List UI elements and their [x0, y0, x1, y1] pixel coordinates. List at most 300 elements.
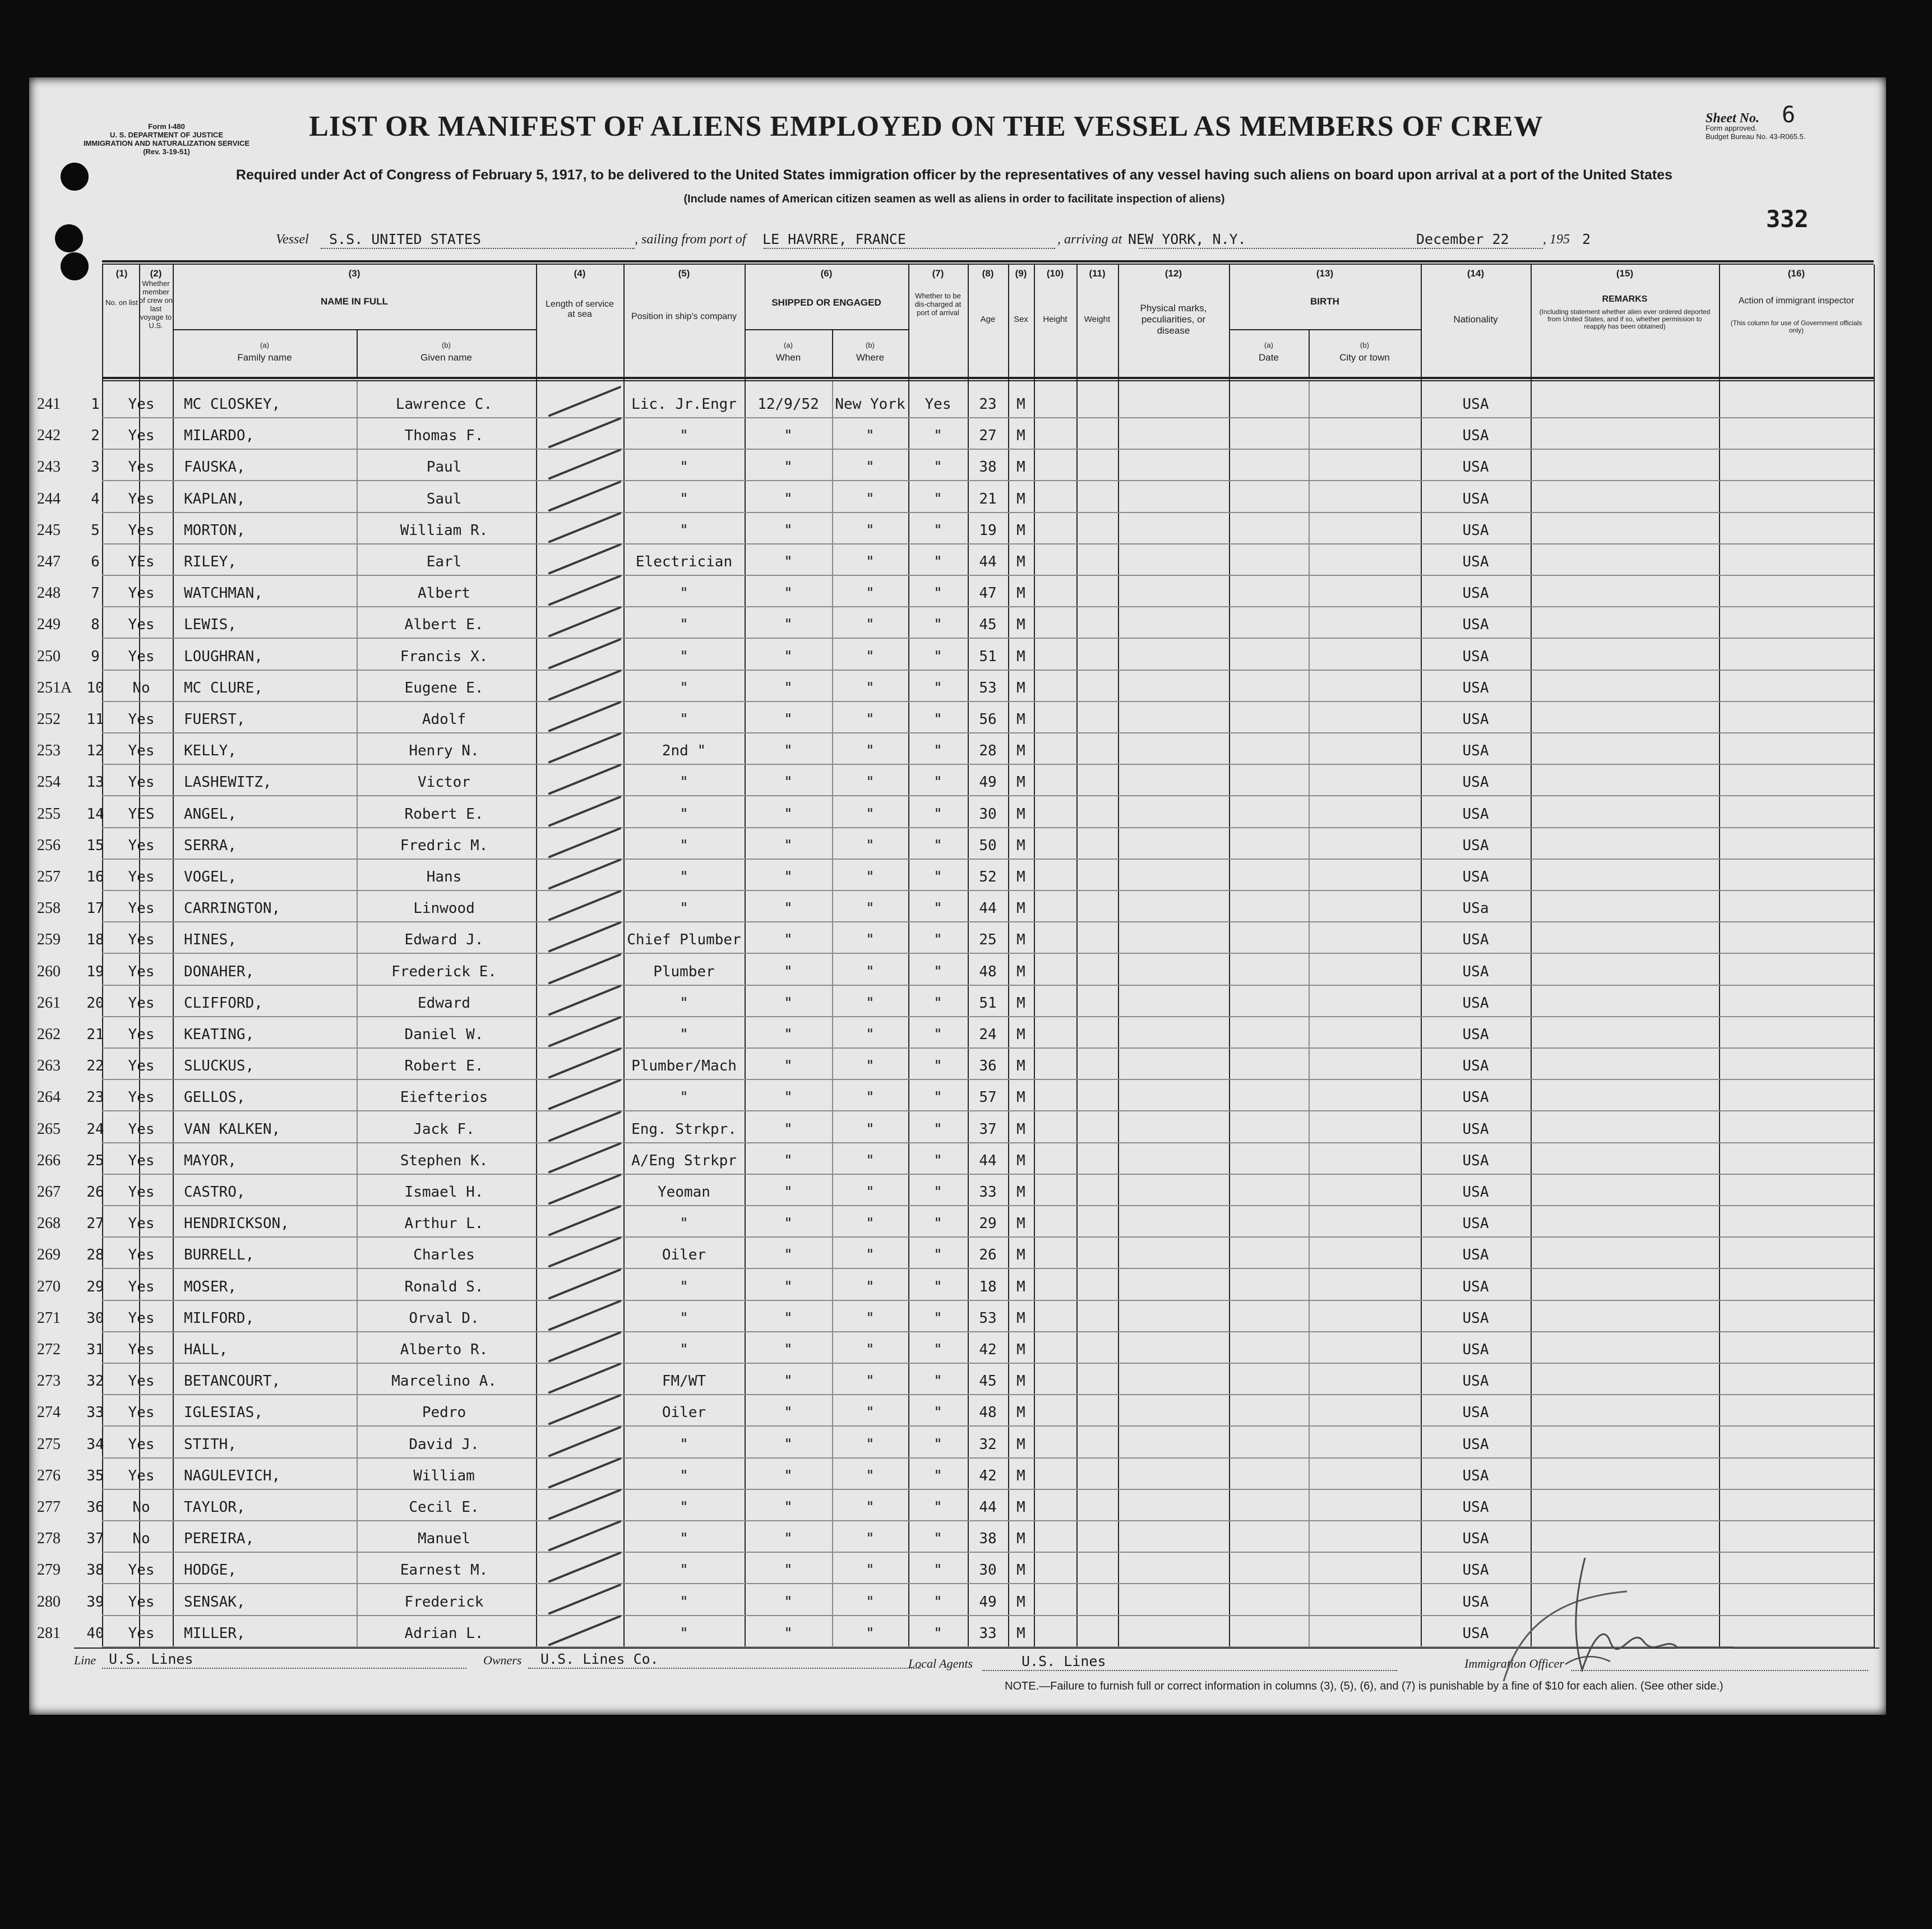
row-prev: Yes [128, 1562, 155, 1579]
row-age: 48 [979, 963, 997, 980]
row-nationality: USA [1462, 1215, 1489, 1232]
department: U. S. DEPARTMENT OF JUSTICE [110, 131, 223, 139]
row-position: " [680, 1499, 688, 1516]
row-given: Fredric M. [400, 837, 488, 854]
row-family: KELLY, [184, 742, 237, 759]
row-nationality: USA [1462, 553, 1489, 570]
row-when: " [784, 1625, 793, 1642]
row-nationality: USA [1462, 1499, 1489, 1516]
row-sex: M [1016, 963, 1025, 980]
row-rule [102, 575, 1874, 576]
row-given: Edward [418, 995, 470, 1012]
page-title: LIST OR MANIFEST OF ALIENS EMPLOYED ON THE VESSEL AS MEMBERS OF CREW [309, 110, 1543, 142]
sailing-label: , sailing from port of [635, 232, 746, 247]
row-position: " [680, 1562, 688, 1579]
row-no: 28 [86, 1247, 104, 1263]
year-prefix: , 195 [1543, 232, 1570, 247]
row-discharged: " [933, 1594, 942, 1610]
col3-num: (3) [348, 268, 360, 279]
row-nationality: USA [1462, 711, 1489, 728]
row-no: 13 [86, 774, 104, 791]
sheet-label: Sheet No. [1705, 111, 1759, 126]
row-age: 38 [979, 1530, 997, 1547]
row-family: HINES, [184, 931, 237, 948]
row-rule [102, 1236, 1874, 1238]
row-rule [102, 795, 1874, 796]
row-prev: No [132, 1499, 150, 1516]
table-row [29, 1369, 1886, 1397]
row-discharged: " [933, 742, 942, 759]
row-sex: M [1016, 931, 1025, 948]
row-position: " [680, 995, 688, 1012]
table-row [29, 1338, 1886, 1366]
row-rule [102, 985, 1874, 986]
row-when: " [784, 1341, 793, 1358]
row-prev: Yes [128, 648, 155, 665]
row-discharged: " [933, 1499, 942, 1516]
row-family: BURRELL, [184, 1247, 255, 1263]
table-row [29, 645, 1886, 673]
row-rule [102, 1174, 1874, 1175]
col16-label: Action of immigrant inspector [1738, 296, 1855, 306]
row-sex: M [1016, 1530, 1025, 1547]
line-label: Line [74, 1653, 96, 1667]
row-discharged: " [933, 648, 942, 665]
row-where: " [866, 806, 875, 823]
manifest-sheet [29, 77, 1886, 1715]
row-position: " [680, 491, 688, 507]
service-tick-mark [548, 575, 621, 606]
row-age: 45 [979, 1373, 997, 1390]
col12-label: Physical marks, peculiarities, or disease [1140, 303, 1207, 336]
service-tick-mark [548, 449, 621, 480]
row-discharged: " [933, 1089, 942, 1106]
subheader-rule [1229, 329, 1421, 330]
row-age: 44 [979, 900, 997, 917]
row-rule [102, 449, 1874, 450]
row-no: 6 [91, 553, 100, 570]
row-when: " [784, 585, 793, 602]
row-nationality: USA [1462, 585, 1489, 602]
row-prev: Yes [128, 1404, 155, 1421]
row-ref: 247 [37, 553, 61, 570]
row-position: " [680, 1436, 688, 1453]
service-tick-mark [548, 1426, 621, 1457]
row-no: 5 [91, 522, 100, 539]
row-ref: 276 [37, 1467, 61, 1484]
row-no: 20 [86, 995, 104, 1012]
row-ref: 271 [37, 1309, 61, 1327]
row-sex: M [1016, 1184, 1025, 1201]
row-family: VAN KALKEN, [184, 1121, 281, 1138]
row-age: 33 [979, 1625, 997, 1642]
service-tick-mark [548, 1584, 621, 1615]
row-position: A/Eng Strkpr [631, 1152, 737, 1169]
row-ref: 255 [37, 805, 61, 823]
row-family: FUERST, [184, 711, 246, 728]
row-sex: M [1016, 806, 1025, 823]
service-tick-mark [548, 1205, 621, 1236]
row-discharged: " [933, 1247, 942, 1263]
row-where: " [866, 1373, 875, 1390]
row-given: Paul [426, 459, 462, 476]
row-rule [102, 1079, 1874, 1080]
row-ref: 261 [37, 994, 61, 1012]
row-no: 14 [86, 806, 104, 823]
row-ref: 265 [37, 1120, 61, 1138]
punch-hole [61, 163, 89, 191]
row-prev: Yes [128, 963, 155, 980]
table-row [29, 1212, 1886, 1240]
row-given: William R. [400, 522, 488, 539]
row-family: MORTON, [184, 522, 246, 539]
row-nationality: USA [1462, 774, 1489, 791]
row-rule [102, 512, 1874, 513]
row-nationality: USA [1462, 1625, 1489, 1642]
row-where: " [866, 585, 875, 602]
row-age: 57 [979, 1089, 997, 1106]
row-where: " [866, 1215, 875, 1232]
row-when: " [784, 553, 793, 570]
header-bottom-rule [102, 377, 1874, 379]
row-family: IGLESIAS, [184, 1404, 263, 1421]
row-given: Edward J. [404, 931, 484, 948]
row-when: " [784, 742, 793, 759]
row-where: " [866, 995, 875, 1012]
row-no: 29 [86, 1279, 104, 1295]
row-ref: 270 [37, 1278, 61, 1295]
row-family: MC CLOSKEY, [184, 396, 281, 413]
row-no: 2 [91, 427, 100, 444]
col16-sub: (This column for use of Government officials only) [1730, 319, 1862, 334]
col13a-label: Date [1259, 352, 1279, 363]
row-prev: Yes [128, 459, 155, 476]
col6-num: (6) [820, 268, 833, 279]
row-no: 24 [86, 1121, 104, 1138]
row-rule [102, 1457, 1874, 1459]
row-ref: 258 [37, 899, 61, 917]
row-family: HODGE, [184, 1562, 237, 1579]
row-when: " [784, 931, 793, 948]
table-row [29, 1243, 1886, 1271]
row-position: FM/WT [662, 1373, 706, 1390]
table-row [29, 455, 1886, 483]
row-where: " [866, 1467, 875, 1484]
row-discharged: " [933, 995, 942, 1012]
service-tick-mark [548, 512, 621, 543]
row-rule [102, 1047, 1874, 1049]
row-given: Ismael H. [404, 1184, 484, 1201]
col9-num: (9) [1015, 268, 1027, 279]
vessel-label: Vessel [276, 232, 309, 247]
row-prev: Yes [128, 1152, 155, 1169]
row-position: Yeoman [658, 1184, 710, 1201]
table-row [29, 1307, 1886, 1335]
row-where: " [866, 774, 875, 791]
row-rule [102, 1520, 1874, 1521]
row-given: Lawrence C. [395, 396, 493, 413]
row-when: " [784, 1436, 793, 1453]
row-prev: Yes [128, 491, 155, 507]
row-no: 11 [86, 711, 104, 728]
service-tick-mark [548, 1615, 621, 1646]
row-rule [102, 1331, 1874, 1332]
table-row [29, 550, 1886, 578]
row-age: 21 [979, 491, 997, 507]
service-tick-mark [548, 386, 621, 417]
row-nationality: USA [1462, 1594, 1489, 1610]
agents-value: U.S. Lines [1022, 1653, 1106, 1669]
year-suffix: 2 [1582, 231, 1591, 247]
service-tick-mark [548, 1300, 621, 1331]
row-family: RILEY, [184, 553, 237, 570]
table-row [29, 613, 1886, 641]
row-given: Orval D. [409, 1310, 479, 1327]
row-age: 56 [979, 711, 997, 728]
row-no: 38 [86, 1562, 104, 1579]
row-age: 18 [979, 1279, 997, 1295]
col12-num: (12) [1164, 268, 1182, 279]
table-row [29, 928, 1886, 956]
row-position: " [680, 806, 688, 823]
row-rule [102, 480, 1874, 481]
row-discharged: " [933, 1467, 942, 1484]
row-given: Hans [426, 869, 462, 885]
row-age: 25 [979, 931, 997, 948]
row-where: " [866, 931, 875, 948]
stamp-number: 332 [1766, 205, 1809, 233]
row-rule [102, 1394, 1874, 1395]
row-when: " [784, 522, 793, 539]
row-nationality: USA [1462, 1279, 1489, 1295]
arriving-label: , arriving at [1057, 232, 1122, 247]
row-nationality: USA [1462, 491, 1489, 507]
col7-num: (7) [932, 268, 944, 279]
table-row [29, 424, 1886, 452]
row-where: " [866, 1436, 875, 1453]
row-rule [102, 890, 1874, 891]
row-where: " [866, 1152, 875, 1169]
row-prev: Yes [128, 616, 155, 633]
row-ref: 251A [37, 679, 72, 696]
row-position: " [680, 427, 688, 444]
row-given: Earnest M. [400, 1562, 488, 1579]
row-where: " [866, 1184, 875, 1201]
row-rule [102, 764, 1874, 765]
row-given: Robert E. [404, 1058, 484, 1074]
row-age: 29 [979, 1215, 997, 1232]
row-prev: Yes [128, 1594, 155, 1610]
row-sex: M [1016, 1499, 1025, 1516]
row-when: " [784, 680, 793, 696]
row-discharged: " [933, 1058, 942, 1074]
dotted-line [1139, 248, 1425, 249]
row-age: 24 [979, 1026, 997, 1043]
row-age: 45 [979, 616, 997, 633]
dotted-line [1425, 248, 1543, 249]
arrival-date: December 22 [1416, 231, 1509, 247]
row-family: CLIFFORD, [184, 995, 263, 1012]
table-row [29, 897, 1886, 925]
row-position: Plumber/Mach [631, 1058, 737, 1074]
service-tick-mark [548, 701, 621, 732]
row-position: 2nd " [662, 742, 706, 759]
table-row [29, 834, 1886, 862]
row-sex: M [1016, 1026, 1025, 1043]
row-given: Marcelino A. [391, 1373, 497, 1390]
row-sex: M [1016, 1089, 1025, 1106]
row-where: " [866, 1247, 875, 1263]
row-nationality: USA [1462, 1562, 1489, 1579]
row-age: 50 [979, 837, 997, 854]
row-rule [102, 543, 1874, 544]
table-row [29, 1496, 1886, 1524]
row-sex: M [1016, 616, 1025, 633]
row-when: " [784, 1247, 793, 1263]
row-given: Adolf [422, 711, 466, 728]
col6-label: SHIPPED OR ENGAGED [771, 297, 881, 308]
row-position: " [680, 1594, 688, 1610]
row-nationality: USA [1462, 995, 1489, 1012]
row-no: 3 [91, 459, 100, 476]
row-age: 30 [979, 806, 997, 823]
row-discharged: " [933, 1184, 942, 1201]
row-when: " [784, 963, 793, 980]
row-age: 51 [979, 648, 997, 665]
row-ref: 279 [37, 1561, 61, 1579]
row-sex: M [1016, 396, 1025, 413]
row-given: Eugene E. [404, 680, 484, 696]
row-rule [102, 638, 1874, 639]
row-age: 47 [979, 585, 997, 602]
line-value: U.S. Lines [109, 1651, 193, 1667]
row-prev: No [132, 680, 150, 696]
row-discharged: " [933, 869, 942, 885]
table-row [29, 1275, 1886, 1303]
row-position: " [680, 1089, 688, 1106]
row-position: " [680, 1341, 688, 1358]
row-ref: 264 [37, 1088, 61, 1106]
row-family: MILARDO, [184, 427, 255, 444]
row-nationality: USA [1462, 522, 1489, 539]
row-sex: M [1016, 995, 1025, 1012]
table-row [29, 676, 1886, 704]
row-given: Henry N. [409, 742, 479, 759]
table-row [29, 1086, 1886, 1114]
col11-num: (11) [1089, 268, 1106, 279]
row-nationality: USA [1462, 1436, 1489, 1453]
row-prev: No [132, 1530, 150, 1547]
row-age: 26 [979, 1247, 997, 1263]
service-tick-mark [548, 1394, 621, 1425]
row-nationality: USa [1462, 900, 1489, 917]
row-age: 19 [979, 522, 997, 539]
row-family: LASHEWITZ, [184, 774, 272, 791]
service-tick-mark [548, 827, 621, 859]
row-no: 30 [86, 1310, 104, 1327]
form-approved: Form approved. [1705, 124, 1757, 132]
row-age: 30 [979, 1562, 997, 1579]
row-family: PEREIRA, [184, 1530, 255, 1547]
row-position: " [680, 522, 688, 539]
col3b-label: Given name [420, 352, 472, 363]
row-no: 40 [86, 1625, 104, 1642]
subtitle: Required under Act of Congress of February 5, 1917, to be delivered to the United States immigration officer by the representatives of any vessel having such aliens on board upon arrival at a port of the United States [235, 167, 1673, 183]
row-sex: M [1016, 1279, 1025, 1295]
row-prev: Yes [128, 1089, 155, 1106]
dotted-line [321, 248, 635, 249]
row-rule [102, 670, 1874, 671]
row-when: " [784, 1467, 793, 1484]
row-sex: M [1016, 680, 1025, 696]
row-family: SERRA, [184, 837, 237, 854]
row-family: CARRINGTON, [184, 900, 281, 917]
row-ref: 253 [37, 742, 61, 759]
col4-label: Length of service at sea [546, 299, 614, 319]
row-ref: 260 [37, 963, 61, 980]
table-row [29, 1054, 1886, 1082]
row-discharged: " [933, 1373, 942, 1390]
row-ref: 252 [37, 710, 61, 728]
row-discharged: " [933, 616, 942, 633]
row-no: 1 [91, 396, 100, 413]
row-rule [102, 1363, 1874, 1364]
row-no: 27 [86, 1215, 104, 1232]
service-tick-mark [548, 1520, 621, 1552]
table-row [29, 519, 1886, 547]
row-rule [102, 417, 1874, 418]
row-prev: Yes [128, 742, 155, 759]
row-discharged: " [933, 1026, 942, 1043]
row-ref: 244 [37, 490, 61, 507]
col14-label: Nationality [1453, 314, 1498, 325]
row-nationality: USA [1462, 1530, 1489, 1547]
row-nationality: USA [1462, 680, 1489, 696]
row-ref: 273 [37, 1372, 61, 1390]
col6b-num: (b) [866, 341, 875, 349]
row-ref: 266 [37, 1152, 61, 1169]
row-discharged: " [933, 806, 942, 823]
row-position: Plumber [653, 963, 715, 980]
row-discharged: " [933, 1121, 942, 1138]
row-sex: M [1016, 1625, 1025, 1642]
row-given: Albert [418, 585, 470, 602]
row-where: " [866, 1562, 875, 1579]
row-age: 27 [979, 427, 997, 444]
row-nationality: USA [1462, 837, 1489, 854]
row-prev: Yes [128, 900, 155, 917]
row-discharged: " [933, 1530, 942, 1547]
row-sex: M [1016, 900, 1025, 917]
punch-hole [55, 224, 83, 252]
row-where: " [866, 1499, 875, 1516]
row-when: 12/9/52 [757, 396, 819, 413]
row-ref: 274 [37, 1404, 61, 1421]
row-where: " [866, 1121, 875, 1138]
row-when: " [784, 995, 793, 1012]
row-nationality: USA [1462, 1121, 1489, 1138]
row-nationality: USA [1462, 648, 1489, 665]
row-position: " [680, 900, 688, 917]
row-discharged: " [933, 963, 942, 980]
row-discharged: " [933, 522, 942, 539]
row-sex: M [1016, 585, 1025, 602]
row-age: 42 [979, 1467, 997, 1484]
service-tick-mark [548, 1079, 621, 1110]
row-no: 23 [86, 1089, 104, 1106]
row-ref: 257 [37, 868, 61, 885]
service-tick-mark [548, 796, 621, 827]
